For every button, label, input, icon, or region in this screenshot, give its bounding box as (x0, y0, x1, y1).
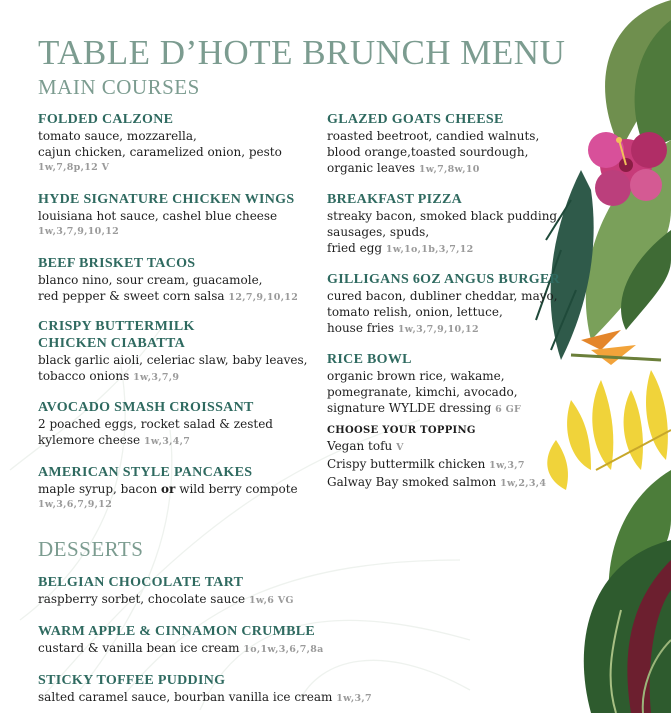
dessert-item (38, 574, 294, 609)
menu-title: TABLE D’HOTE BRUNCH MENU (38, 33, 566, 72)
menu-item (327, 271, 560, 338)
menu-item (38, 399, 273, 450)
item-description (38, 288, 298, 306)
allergen-codes: 1w,3,7,9 (133, 372, 180, 383)
item-description: roasted beetroot, candied walnuts, (327, 129, 540, 143)
menu-item (327, 191, 561, 258)
item-description: black garlic aioli, celeriac slaw, baby leaves, (38, 353, 308, 367)
item-description (327, 320, 560, 338)
topping-option (327, 438, 546, 456)
item-description-text: organic leaves (327, 161, 416, 175)
allergen-codes: 1w,3,7 (336, 693, 372, 704)
item-name: AMERICAN STYLE PANCAKES (38, 465, 253, 480)
allergen-codes: 1w,2,3,4 (500, 478, 547, 489)
menu-item (38, 111, 282, 173)
item-description-text: house fries (327, 321, 395, 335)
item-name: WARM APPLE & CINNAMON CRUMBLE (38, 624, 316, 639)
topping-label: Crispy buttermilk chicken (327, 457, 486, 471)
allergen-codes: 1w,7,8p,12 V (38, 162, 110, 173)
item-name: CRISPY BUTTERMILK (38, 319, 195, 334)
allergen-codes: 1w,3,7 (489, 460, 525, 471)
dessert-item (38, 623, 324, 658)
main-courses-heading: MAIN COURSES (38, 75, 200, 99)
item-description: tomato sauce, mozzarella, (38, 129, 197, 143)
dessert-item (38, 672, 372, 707)
item-description-text: fried egg (327, 241, 383, 255)
item-description-text: tobacco onions (38, 369, 130, 383)
bird-of-paradise-flower-icon (571, 330, 661, 365)
item-description-text: signature WYLDE dressing (327, 401, 492, 415)
item-description (38, 432, 273, 450)
item-description (38, 368, 308, 386)
topping-option (327, 456, 546, 474)
topping-option (327, 474, 546, 492)
topping-label: Vegan tofu (327, 439, 393, 453)
item-description (327, 240, 561, 258)
item-description: tomato relish, onion, lettuce, (327, 305, 503, 319)
item-name: GLAZED GOATS CHEESE (327, 112, 504, 127)
item-name: BELGIAN CHOCOLATE TART (38, 575, 244, 590)
item-description-text: salted caramel sauce, bourban vanilla ice cream (38, 690, 333, 704)
item-description: pomegranate, kimchi, avocado, (327, 385, 518, 399)
item-name: AVOCADO SMASH CROISSANT (38, 400, 254, 415)
item-description-text: kylemore cheese (38, 433, 141, 447)
item-description-or: or (161, 482, 176, 496)
item-description: streaky bacon, smoked black pudding, (327, 209, 561, 223)
item-description-text: raspberry sorbet, chocolate sauce (38, 592, 246, 606)
item-description (327, 160, 539, 178)
item-description (38, 481, 298, 497)
allergen-codes: 1w,3,6,7,9,12 (38, 499, 113, 510)
item-description-text: wild berry compote (179, 482, 298, 496)
allergen-codes: 1w,3,4,7 (144, 436, 191, 447)
item-name: BEEF BRISKET TACOS (38, 256, 196, 271)
allergen-codes: 6 GF (495, 404, 522, 415)
item-description: organic brown rice, wakame, (327, 369, 505, 383)
menu-item (38, 191, 294, 237)
item-description: blanco nino, sour cream, guacamole, (38, 273, 263, 287)
menu-item (38, 255, 298, 306)
item-description: blood orange,toasted sourdough, (327, 145, 529, 159)
item-description: sausages, spuds, (327, 225, 430, 239)
allergen-codes: 1w,7,8w,10 (418, 164, 480, 175)
item-description-text: red pepper & sweet corn salsa (38, 289, 225, 303)
item-description (38, 591, 294, 609)
item-description-text: maple syrup, bacon (38, 482, 158, 496)
menu-item (38, 318, 308, 386)
topping-section (327, 423, 546, 492)
item-description: 2 poached eggs, rocket salad & zested (38, 417, 273, 431)
allergen-codes: 1o,1w,3,6,7,8a (243, 644, 324, 655)
topping-label: Galway Bay smoked salmon (327, 475, 497, 489)
item-name: HYDE SIGNATURE CHICKEN WINGS (38, 192, 295, 207)
topping-heading: CHOOSE YOUR TOPPING (327, 425, 476, 436)
item-name: GILLIGANS 6OZ ANGUS BURGER (327, 272, 561, 287)
item-name: STICKY TOFFEE PUDDING (38, 673, 226, 688)
item-description (38, 689, 372, 707)
allergen-codes: 1w,3,7,9,10,12 (397, 324, 479, 335)
item-description: cajun chicken, caramelized onion, pesto (38, 145, 282, 159)
allergen-codes: 12,7,9,10,12 (228, 292, 299, 303)
item-description (327, 400, 521, 418)
allergen-codes: 1w,1o,1b,3,7,12 (385, 244, 474, 255)
allergen-codes: 1w,6 VG (248, 595, 294, 606)
item-description (38, 640, 324, 658)
item-name-line2: CHICKEN CIABATTA (38, 336, 186, 351)
menu-item (327, 351, 521, 418)
item-description-text: custard & vanilla bean ice cream (38, 641, 240, 655)
allergen-codes: 1w,3,7,9,10,12 (38, 226, 120, 237)
menu-item (327, 111, 539, 178)
item-description: louisiana hot sauce, cashel blue cheese (38, 209, 278, 223)
item-name: FOLDED CALZONE (38, 112, 174, 127)
tropical-foliage-icon (531, 0, 671, 713)
desserts-heading: DESSERTS (38, 537, 144, 561)
item-description: cured bacon, dubliner cheddar, mayo, (327, 289, 558, 303)
allergen-codes: V (396, 442, 404, 453)
item-name: RICE BOWL (327, 352, 412, 367)
item-name: BREAKFAST PIZZA (327, 192, 463, 207)
menu-item (38, 464, 298, 510)
